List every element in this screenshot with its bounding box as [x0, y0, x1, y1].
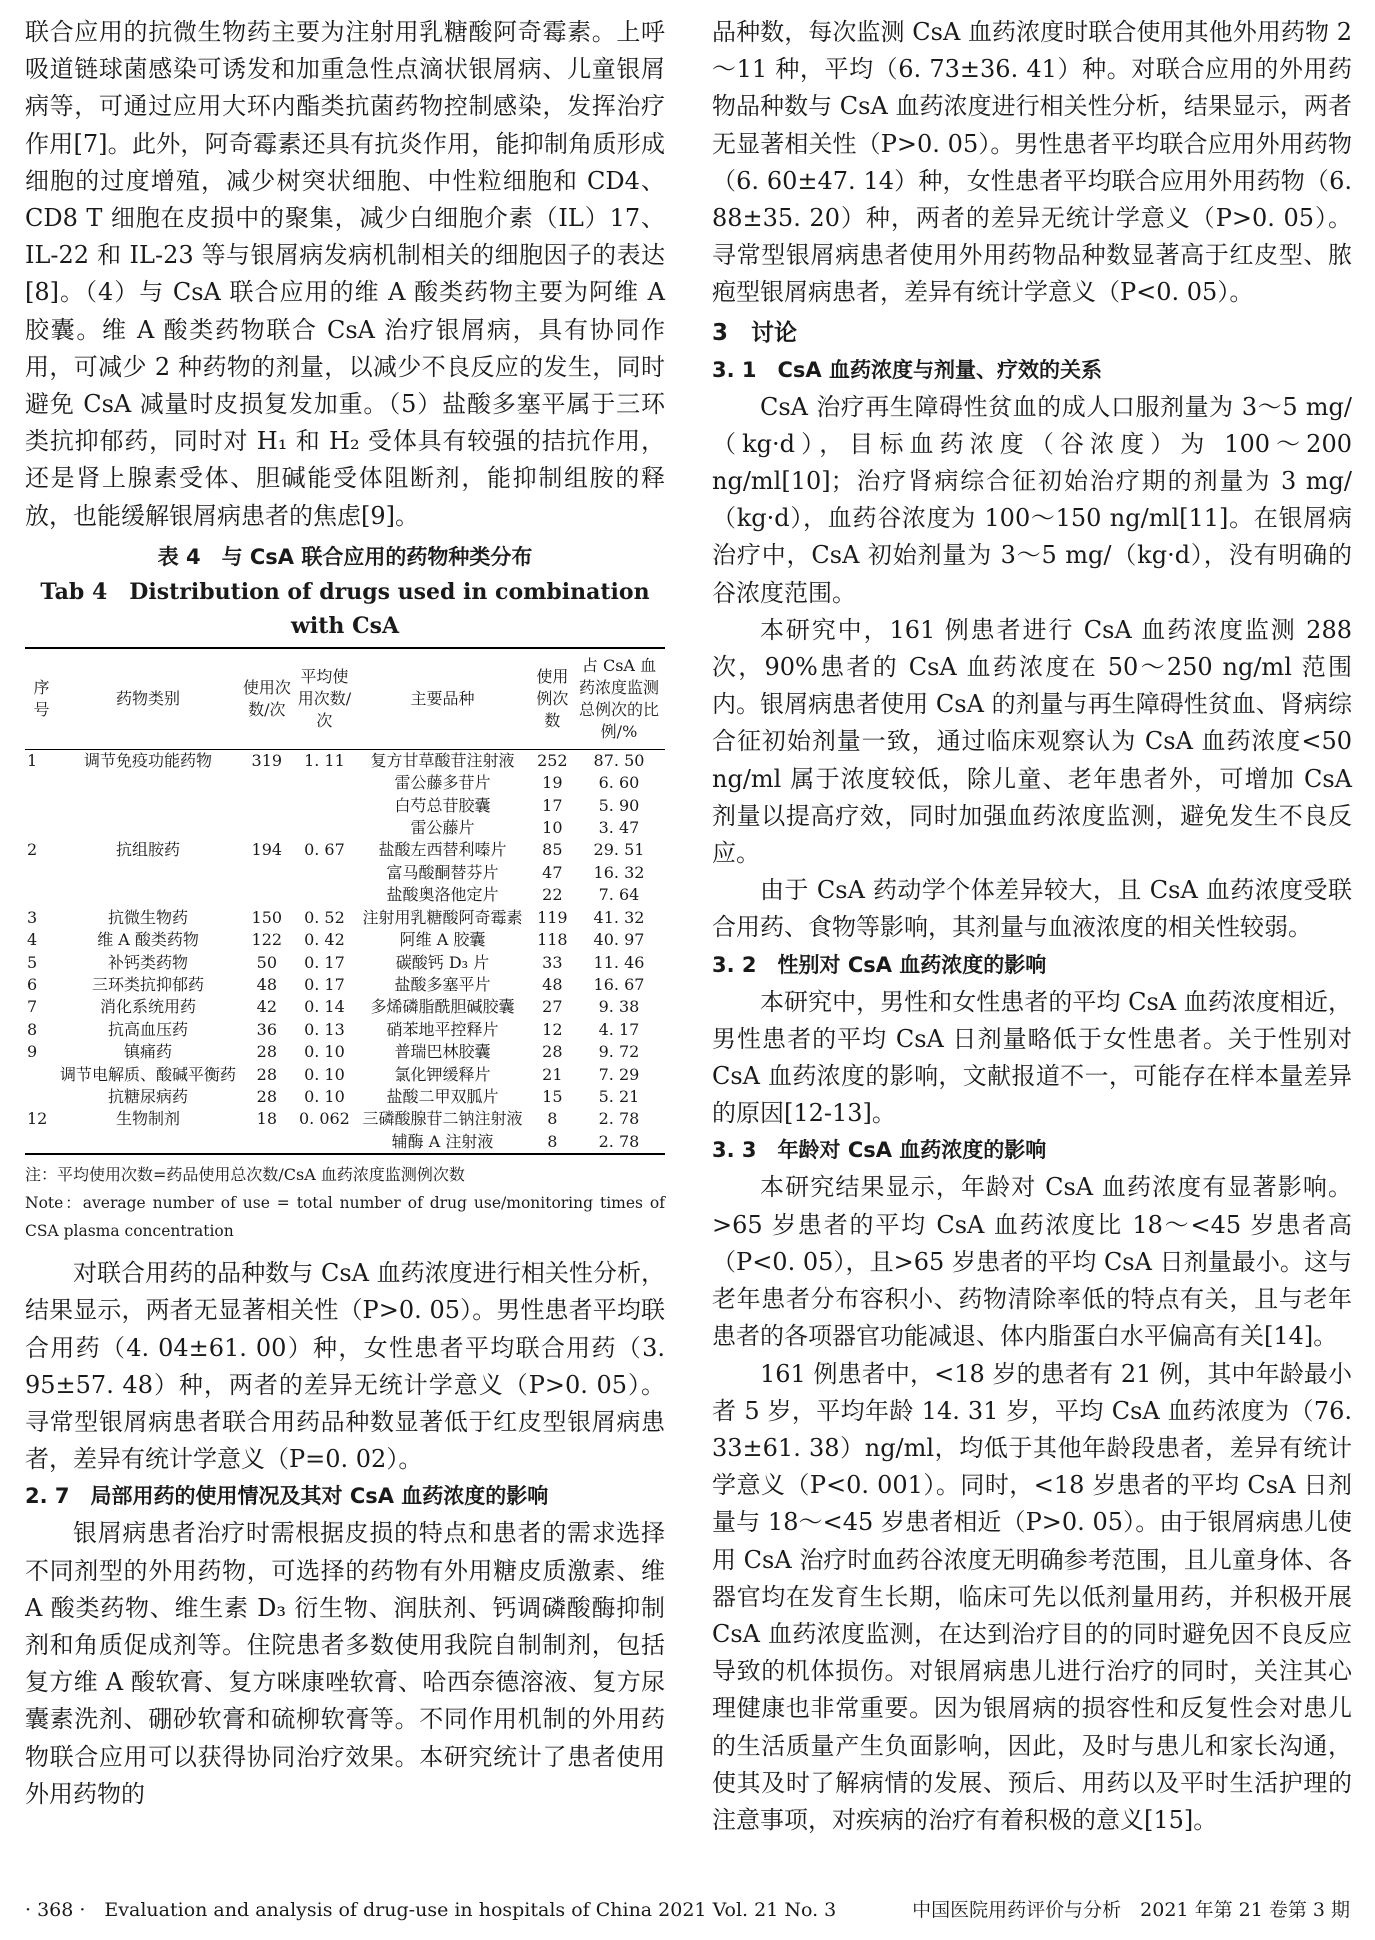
- table-cell: 252: [537, 750, 568, 770]
- table-cell: 9: [27, 1042, 38, 1062]
- table-cell: 消化系统用药: [100, 997, 197, 1017]
- table-cell: 0. 062: [298, 1109, 350, 1129]
- table-row: [25, 1064, 665, 1086]
- footer-left: · 368 · Evaluation and analysis of drug-use in hospitals of China 2021 Vol. 21 No. 3: [25, 1899, 837, 1921]
- table-cell: [296, 795, 354, 817]
- table-cell: 118: [537, 930, 568, 950]
- table-caption-cn: 表 4 与 CsA 联合应用的药物种类分布: [157, 544, 533, 569]
- table-header-cell: 序号: [33, 677, 50, 719]
- table-cell: 多烯磷脂酰胆碱胶囊: [370, 997, 515, 1017]
- table-cell: 辅酶 A 注射液: [391, 1131, 494, 1151]
- table-row: [25, 1041, 665, 1063]
- table-cell: [25, 772, 58, 794]
- table-cell: 29. 51: [593, 840, 645, 860]
- table-cell: 抗高血压药: [108, 1019, 189, 1039]
- table-cell: 盐酸奥洛他定片: [386, 885, 499, 905]
- table-cell: [58, 817, 238, 839]
- table-cell: 三环类抗抑郁药: [92, 974, 205, 994]
- table-cell: 补钙类药物: [108, 952, 189, 972]
- table-cell: 0. 42: [304, 930, 345, 950]
- right-paragraph-1: 品种数，每次监测 CsA 血药浓度时联合使用其他外用药物 2～11 种，平均（6. 73±36. 41）种。对联合应用的外用药物品种数与 CsA 血药浓度进行相关性分析，结果显示，两者无显著相关性（P>0. 05）。男性患者平均联合应用外用药物（6. 60±47. 14）种，女性患者平均联合应用外用药物（6. 88±35. 20）种，两者的差异无统计学意义（P>0. 05）。寻常型银屑病患者使用外用药物品种数显著高于红皮型、脓疱型银屑病患者，差异有统计学意义（P<0. 05）。: [712, 18, 1352, 307]
- table-cell: 0. 17: [304, 974, 345, 994]
- table-cell: 生物制剂: [116, 1109, 181, 1129]
- section-heading-3-3: 3. 3 年龄对 CsA 血药浓度的影响: [712, 1138, 1047, 1163]
- table-cell: 10: [542, 818, 563, 838]
- table-row: [25, 1019, 665, 1041]
- table-header-cell: 主要品种: [410, 688, 475, 708]
- table-cell: 3: [27, 907, 38, 927]
- table-cell: [58, 862, 238, 884]
- table-cell: 22: [542, 885, 563, 905]
- table-cell: 40. 97: [593, 930, 645, 950]
- table-cell: 33: [542, 952, 563, 972]
- table-cell: 47: [542, 862, 563, 882]
- table-cell: 122: [251, 930, 283, 950]
- table-note-en: Note：average number of use = total number of drug use/monitoring times of CSA plasma concentration: [25, 1194, 665, 1241]
- table-body: [25, 749, 665, 1154]
- right-paragraph-4: 由于 CsA 药动学个体差异较大，且 CsA 血药浓度受联合用药、食物等影响，其剂量与血液浓度的相关性较弱。: [712, 876, 1352, 942]
- table-cell: 12: [542, 1019, 563, 1039]
- table-cell: 119: [537, 907, 568, 927]
- table-header-row: [25, 648, 665, 750]
- table-cell: 4. 17: [598, 1019, 640, 1039]
- table-cell: 15: [542, 1086, 563, 1106]
- table-cell: [25, 1086, 58, 1108]
- table-cell: 8: [27, 1019, 38, 1039]
- footer-right: 中国医院用药评价与分析 2021 年第 21 卷第 3 期: [912, 1899, 1350, 1921]
- table-row: [25, 772, 665, 794]
- table-header-cell: 占 CsA 血药浓度监测总例次的比例/%: [578, 655, 659, 741]
- table-cell: 36: [256, 1019, 277, 1039]
- table-cell: 氯化钾缓释片: [394, 1064, 491, 1084]
- table-cell: [25, 884, 58, 906]
- table-cell: [25, 817, 58, 839]
- table-header-cell: 药物类别: [116, 688, 181, 708]
- table-cell: [296, 817, 354, 839]
- table-cell: [238, 817, 296, 839]
- table-cell: 12: [27, 1109, 48, 1129]
- table-cell: 复方甘草酸苷注射液: [370, 750, 515, 770]
- table-cell: 盐酸二甲双胍片: [386, 1086, 499, 1106]
- table-cell: [25, 795, 58, 817]
- right-paragraph-3: 本研究中，161 例患者进行 CsA 血药浓度监测 288 次，90%患者的 CsA 血药浓度在 50～250 ng/ml 范围内。银屑病患者使用 CsA 的剂量与再生障碍性贫血、肾病综合征初始剂量一致，通过临床观察认为 CsA 血药浓度<50 ng/ml 属于浓度较低，除儿童、老年患者外，可增加 CsA 剂量以提高疗效，同时加强血药浓度监测，避免发生不良反应。: [712, 615, 1352, 868]
- left-paragraph-1: 联合应用的抗微生物药主要为注射用乳糖酸阿奇霉素。上呼吸道链球菌感染可诱发和加重急性点滴状银屑病、儿童银屑病等，可通过应用大环内酯类抗菌药物控制感染，发挥治疗作用[7]。此外，阿奇霉素还具有抗炎作用，能抑制角质形成细胞的过度增殖，减少树突状细胞、中性粒细胞和 CD4、CD8 T 细胞在皮损中的聚集，减少白细胞介素（IL）17、IL-22 和 IL-23 等与银屑病发病机制相关的细胞因子的表达[8]。（4）与 CsA 联合应用的维 A 酸类药物主要为阿维 A 胶囊。维 A 酸类药物联合 CsA 治疗银屑病，具有协同作用，可减少 2 种药物的剂量，以减少不良反应的发生，同时避免 CsA 减量时皮损复发加重。（5）盐酸多塞平属于三环类抗抑郁药，同时对 H₁ 和 H₂ 受体具有较强的拮抗作用，还是肾上腺素受体、胆碱能受体阻断剂，能抑制组胺的释放，也能缓解银屑病患者的焦虑[9]。: [25, 18, 665, 530]
- table-cell: 16. 67: [593, 974, 645, 994]
- table-cell: 0. 14: [304, 997, 345, 1017]
- table-cell: 抗微生物药: [108, 907, 189, 927]
- table-row: [25, 952, 665, 974]
- left-paragraph-2: 对联合用药的品种数与 CsA 血药浓度进行相关性分析，结果显示，两者无显著相关性（P>0. 05）。男性患者平均联合用药（4. 04±61. 00）种，女性患者平均联合用药（3. 95±57. 48）种，两者的差异无统计学意义（P>0. 05）。寻常型银屑病患者联合用药品种数显著低于红皮型银屑病患者，差异有统计学意义（P=0. 02）。: [25, 1259, 665, 1474]
- table-cell: [296, 862, 354, 884]
- drug-table: [25, 647, 665, 1155]
- table-cell: 4: [27, 930, 38, 950]
- table-cell: 抗糖尿病药: [108, 1086, 189, 1106]
- section-heading-3-1: 3. 1 CsA 血药浓度与剂量、疗效的关系: [712, 357, 1102, 382]
- table-cell: 硝苯地平控释片: [386, 1019, 499, 1039]
- table-header-cell: 使用次数/次: [242, 677, 291, 719]
- table-caption-en: Tab 4 Distribution of drugs used in combination with CsA: [40, 578, 650, 639]
- table-cell: [238, 1131, 296, 1154]
- table-cell: 白芍总苷胶囊: [394, 795, 491, 815]
- table-row: [25, 907, 665, 929]
- table-row: [25, 817, 665, 839]
- table-cell: 8: [547, 1109, 558, 1129]
- table-row: [25, 996, 665, 1018]
- left-column: [25, 14, 665, 1813]
- table-cell: 富马酸酮替芬片: [386, 862, 499, 882]
- table-cell: [296, 772, 354, 794]
- left-paragraph-3: 银屑病患者治疗时需根据皮损的特点和患者的需求选择不同剂型的外用药物，可选择的药物有外用糖皮质激素、维 A 酸类药物、维生素 D₃ 衍生物、润肤剂、钙调磷酸酶抑制剂和角质促成剂等。住院患者多数使用我院自制制剂，包括复方维 A 酸软膏、复方咪康唑软膏、哈西奈德溶液、复方尿囊素洗剂、硼砂软膏和硫柳软膏等。不同作用机制的外用药物联合应用可以获得协同治疗效果。本研究统计了患者使用外用药物的: [25, 1519, 665, 1808]
- table-cell: 注射用乳糖酸阿奇霉素: [362, 907, 523, 927]
- table-row: [25, 862, 665, 884]
- right-paragraph-7: 161 例患者中，<18 岁的患者有 21 例，其中年龄最小者 5 岁，平均年龄 14. 31 岁，平均 CsA 血药浓度为（76. 33±61. 38）ng/ml，均低于其他年龄段患者，差异有统计学意义（P<0. 001）。同时，<18 岁患者的平均 CsA 日剂量与 18～<45 岁患者相近（P>0. 05）。由于银屑病患儿使用 CsA 治疗时血药谷浓度无明确参考范围，且儿童身体、各器官均在发育生长期，临床可先以低剂量用药，并积极开展 CsA 血药浓度监测，在达到治疗目的的同时避免因不良反应导致的机体损伤。对银屑病患儿进行治疗的同时，关注其心理健康也非常重要。因为银屑病的损容性和反复性会对患儿的生活质量产生负面影响，因此，及时与患儿和家长沟通，使其及时了解病情的发展、预后、用药以及平时生活护理的注意事项，对疾病的治疗有着积极的意义[15]。: [712, 1359, 1352, 1834]
- table-cell: 0. 10: [304, 1086, 345, 1106]
- table-cell: 阿维 A 胶囊: [399, 930, 486, 950]
- table-cell: 28: [256, 1086, 277, 1106]
- table-cell: 9. 38: [598, 997, 640, 1017]
- table-cell: 16. 32: [593, 862, 645, 882]
- table-cell: 17: [542, 795, 563, 815]
- table-cell: 雷公藤片: [410, 818, 475, 838]
- table-cell: 调节电解质、酸碱平衡药: [60, 1064, 237, 1084]
- table-cell: 2. 78: [598, 1131, 640, 1151]
- table-cell: 2: [27, 840, 38, 860]
- right-paragraph-2: CsA 治疗再生障碍性贫血的成人口服剂量为 3～5 mg/（kg·d），目标血药浓度（谷浓度）为 100～200 ng/ml[10]；治疗肾病综合征初始治疗期的剂量为 3 mg/（kg·d），血药谷浓度为 100～150 ng/ml[11]。在银屑病治疗中，CsA 初始剂量为 3～5 mg/（kg·d），没有明确的谷浓度范围。: [712, 392, 1352, 607]
- table-cell: 194: [251, 840, 283, 860]
- table-cell: 18: [256, 1109, 277, 1129]
- table-cell: 2. 78: [598, 1109, 640, 1129]
- table-cell: 8: [547, 1131, 558, 1151]
- table-cell: 41. 32: [593, 907, 645, 927]
- table-cell: 19: [542, 773, 563, 793]
- right-column: [712, 14, 1352, 1839]
- table-cell: 7. 29: [598, 1064, 640, 1084]
- table-cell: 维 A 酸类药物: [97, 930, 199, 950]
- table-row: [25, 795, 665, 817]
- table-row: [25, 1108, 665, 1130]
- table-cell: 28: [542, 1042, 563, 1062]
- table-cell: [296, 1131, 354, 1154]
- table-cell: 42: [256, 997, 277, 1017]
- table-cell: 7: [27, 997, 38, 1017]
- table-cell: 1: [27, 750, 38, 770]
- table-cell: 27: [542, 997, 563, 1017]
- table-cell: [238, 884, 296, 906]
- table-cell: 319: [251, 750, 283, 770]
- table-cell: [238, 862, 296, 884]
- table-cell: 0. 17: [304, 952, 345, 972]
- table-cell: 0. 13: [304, 1019, 345, 1039]
- table-row: [25, 1131, 665, 1154]
- table-cell: 11. 46: [593, 952, 645, 972]
- table-row: [25, 839, 665, 861]
- table-header-cell: 使用例次数: [536, 666, 569, 730]
- table-cell: [58, 772, 238, 794]
- table-cell: [25, 1131, 58, 1154]
- table-cell: 3. 47: [598, 818, 640, 838]
- table-cell: 普瑞巴林胶囊: [394, 1042, 491, 1062]
- table-cell: [58, 884, 238, 906]
- table-cell: 50: [256, 952, 277, 972]
- table-cell: [58, 795, 238, 817]
- section-heading-3: 3 讨论: [712, 319, 798, 346]
- table-header-cell: 平均使用次数/次: [297, 666, 352, 730]
- table-cell: 6: [27, 974, 38, 994]
- table-cell: 9. 72: [598, 1042, 640, 1062]
- table-cell: 48: [256, 974, 277, 994]
- table-cell: 48: [542, 974, 563, 994]
- table-row: [25, 974, 665, 996]
- table-cell: 7. 64: [598, 885, 640, 905]
- table-cell: 0. 52: [304, 907, 345, 927]
- table-row: [25, 1086, 665, 1108]
- table-note-cn: 注：平均使用次数=药品使用总次数/CsA 血药浓度监测例次数: [25, 1165, 465, 1185]
- table-cell: 21: [542, 1064, 563, 1084]
- table-cell: [25, 862, 58, 884]
- table-cell: [296, 884, 354, 906]
- table-cell: 28: [256, 1064, 277, 1084]
- table-cell: 雷公藤多苷片: [394, 773, 491, 793]
- right-paragraph-6: 本研究结果显示，年龄对 CsA 血药浓度有显著影响。>65 岁患者的平均 CsA 血药浓度比 18～<45 岁患者高（P<0. 05），且>65 岁患者的平均 CsA 日剂量最小。这与老年患者分布容积小、药物清除率低的特点有关，且与老年患者的各项器官功能减退、体内脂蛋白水平偏高有关[14]。: [712, 1173, 1352, 1351]
- table-cell: 150: [251, 907, 283, 927]
- table-cell: 抗组胺药: [116, 840, 181, 860]
- table-cell: 盐酸左西替利嗪片: [378, 840, 507, 860]
- table-cell: [238, 772, 296, 794]
- table-cell: 5. 90: [598, 795, 640, 815]
- section-heading-3-2: 3. 2 性别对 CsA 血药浓度的影响: [712, 952, 1047, 977]
- right-paragraph-5: 本研究中，男性和女性患者的平均 CsA 血药浓度相近，男性患者的平均 CsA 日剂量略低于女性患者。关于性别对 CsA 血药浓度的影响，文献报道不一，可能存在样本量差异的原因[12-13]。: [712, 987, 1352, 1128]
- table-cell: 碳酸钙 D₃ 片: [395, 952, 490, 972]
- table-cell: 三磷酸腺苷二钠注射液: [362, 1109, 523, 1129]
- table-row: [25, 929, 665, 951]
- table-cell: [238, 795, 296, 817]
- table-cell: 6. 60: [598, 773, 640, 793]
- table-cell: 87. 50: [593, 750, 645, 770]
- table-cell: 0. 67: [304, 840, 345, 860]
- table-cell: 5: [27, 952, 38, 972]
- table-cell: 28: [256, 1042, 277, 1062]
- table-cell: 85: [542, 840, 563, 860]
- table-cell: 调节免疫功能药物: [84, 750, 213, 770]
- table-cell: 0. 10: [304, 1064, 345, 1084]
- table-row: [25, 884, 665, 906]
- table-cell: 0. 10: [304, 1042, 345, 1062]
- table-cell: 盐酸多塞平片: [394, 974, 491, 994]
- table-row: [25, 749, 665, 772]
- table-cell: 5. 21: [598, 1086, 640, 1106]
- table-cell: 1. 11: [304, 750, 345, 770]
- table-cell: [58, 1131, 238, 1154]
- section-heading-2-7: 2. 7 局部用药的使用情况及其对 CsA 血药浓度的影响: [25, 1484, 549, 1509]
- table-cell: 镇痛药: [124, 1042, 173, 1062]
- table-cell: [25, 1064, 58, 1086]
